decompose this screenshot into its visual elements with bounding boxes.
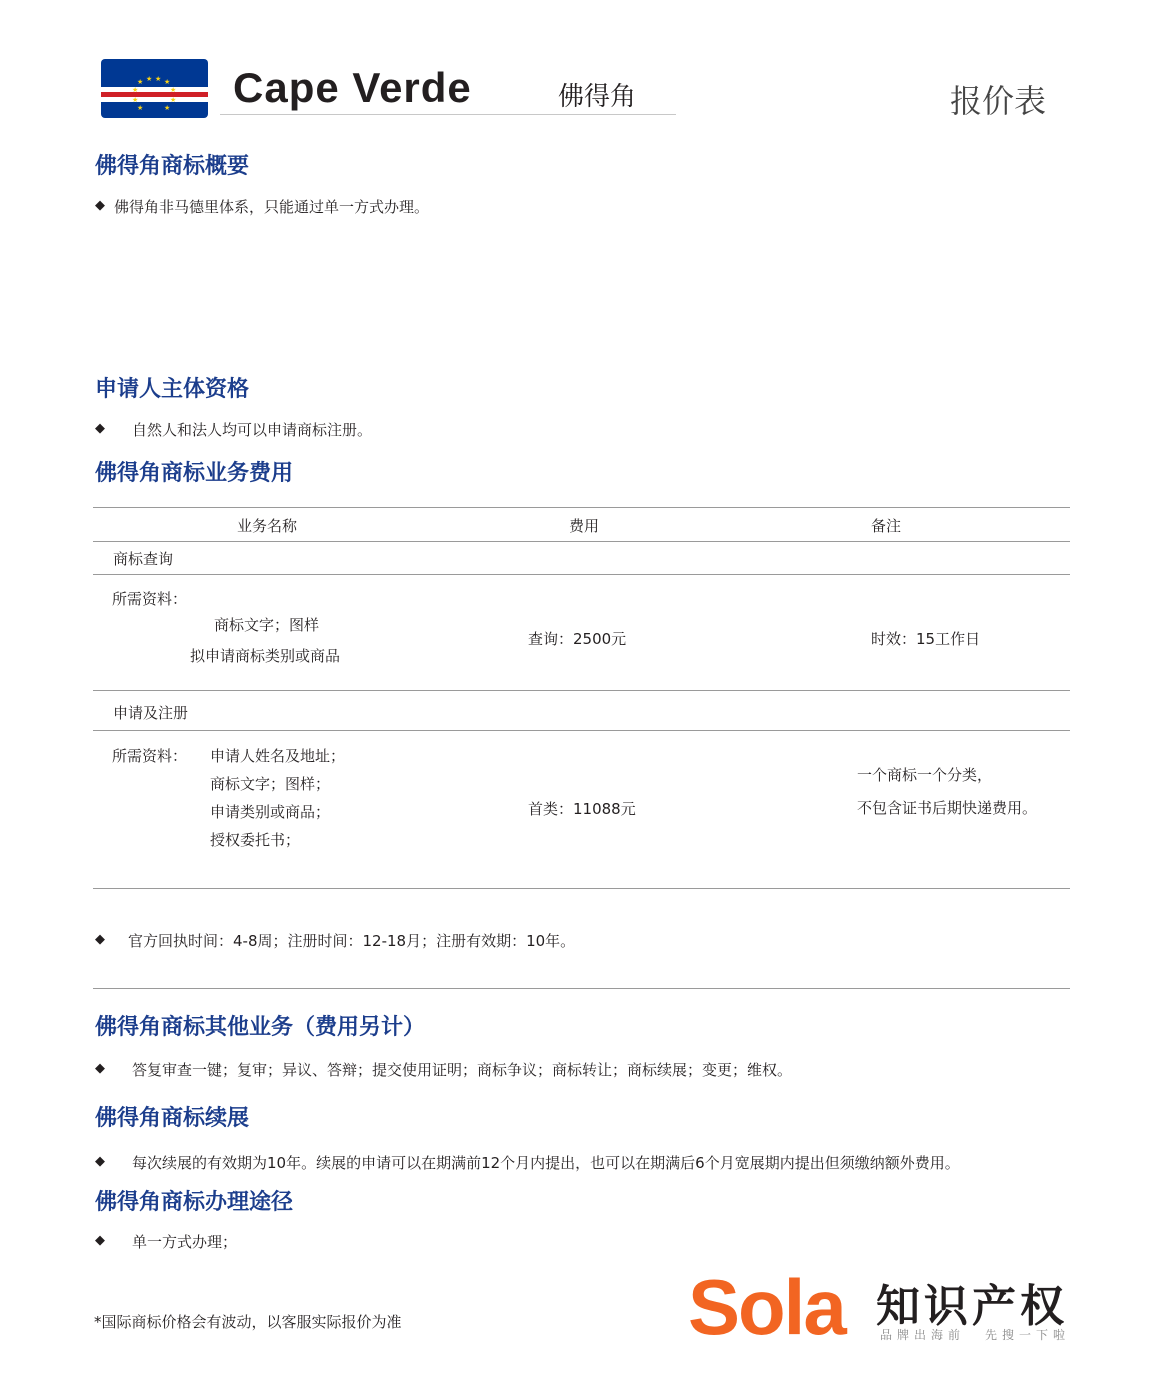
fee-application: 首类：11088元: [528, 800, 636, 818]
section-title-overview: 佛得角商标概要: [95, 154, 250, 179]
table-rule: [93, 574, 1070, 575]
fee-search: 查询：2500元: [528, 630, 627, 648]
bullet-icon: ◆: [95, 1233, 105, 1248]
table-header-fee: 费用: [569, 517, 600, 535]
note-search: 时效：15工作日: [871, 630, 981, 648]
logo-slogan-right: 先搜一下啦: [985, 1328, 1071, 1342]
section-title-applicant: 申请人主体资格: [95, 377, 250, 402]
route-text: 单一方式办理；: [132, 1233, 238, 1251]
section-title-fees: 佛得角商标业务费用: [95, 461, 294, 486]
material-item: 授权委托书；: [210, 831, 301, 849]
country-name-zh: 佛得角: [558, 82, 637, 112]
overview-text: 佛得角非马德里体系，只能通过单一方式办理。: [114, 198, 430, 216]
row-category-application: 申请及注册: [113, 704, 189, 722]
table-rule: [93, 541, 1070, 542]
section-title-other: 佛得角商标其他业务（费用另计）: [95, 1015, 426, 1040]
note-application-line1: 一个商标一个分类，: [857, 766, 993, 784]
section-divider: [93, 988, 1070, 989]
table-header-note: 备注: [871, 517, 902, 535]
note-application-line2: 不包含证书后期快递费用。: [857, 799, 1038, 817]
materials-label: 所需资料：: [112, 747, 188, 765]
document-type: 报价表: [950, 82, 1047, 120]
bullet-icon: ◆: [95, 1061, 105, 1076]
table-rule: [93, 888, 1070, 889]
table-rule: [93, 730, 1070, 731]
country-name-en: Cape Verde: [233, 64, 472, 111]
table-header-service: 业务名称: [237, 517, 298, 535]
bullet-icon: ◆: [95, 1154, 105, 1169]
section-title-route: 佛得角商标办理途径: [95, 1190, 294, 1215]
logo-sola-text: Sola: [688, 1263, 845, 1351]
other-text: 答复审查一键；复审；异议、答辩；提交使用证明；商标争议；商标转让；商标续展；变更；维权。: [132, 1061, 793, 1079]
timeline-text: 官方回执时间：4-8周；注册时间：12-18月；注册有效期：10年。: [128, 932, 576, 950]
logo-zh-text: 知识产权: [876, 1281, 1068, 1332]
table-rule: [93, 507, 1070, 508]
table-rule: [93, 690, 1070, 691]
cape-verde-flag: ★ ★ ★ ★ ★ ★ ★ ★ ★ ★: [101, 59, 208, 118]
material-item: 商标文字；图样；: [210, 775, 331, 793]
material-item: 商标文字；图样: [214, 616, 320, 634]
logo-slogan-left: 品牌出海前: [880, 1328, 966, 1342]
material-item: 申请类别或商品；: [210, 803, 331, 821]
bullet-icon: ◆: [95, 421, 105, 436]
bullet-icon: ◆: [95, 932, 105, 947]
title-underline: [220, 114, 676, 115]
bullet-icon: ◆: [95, 198, 105, 213]
price-disclaimer: *国际商标价格会有波动，以客服实际报价为准: [94, 1313, 402, 1331]
material-item: 拟申请商标类别或商品: [190, 647, 341, 665]
renewal-text: 每次续展的有效期为10年。续展的申请可以在期满前12个月内提出，也可以在期满后6个月宽展期内提出但须缴纳额外费用。: [132, 1154, 960, 1172]
section-title-renewal: 佛得角商标续展: [95, 1106, 250, 1131]
material-item: 申请人姓名及地址；: [210, 747, 346, 765]
materials-label: 所需资料：: [112, 590, 188, 608]
row-category-search: 商标查询: [113, 550, 174, 568]
applicant-text: 自然人和法人均可以申请商标注册。: [132, 421, 373, 439]
